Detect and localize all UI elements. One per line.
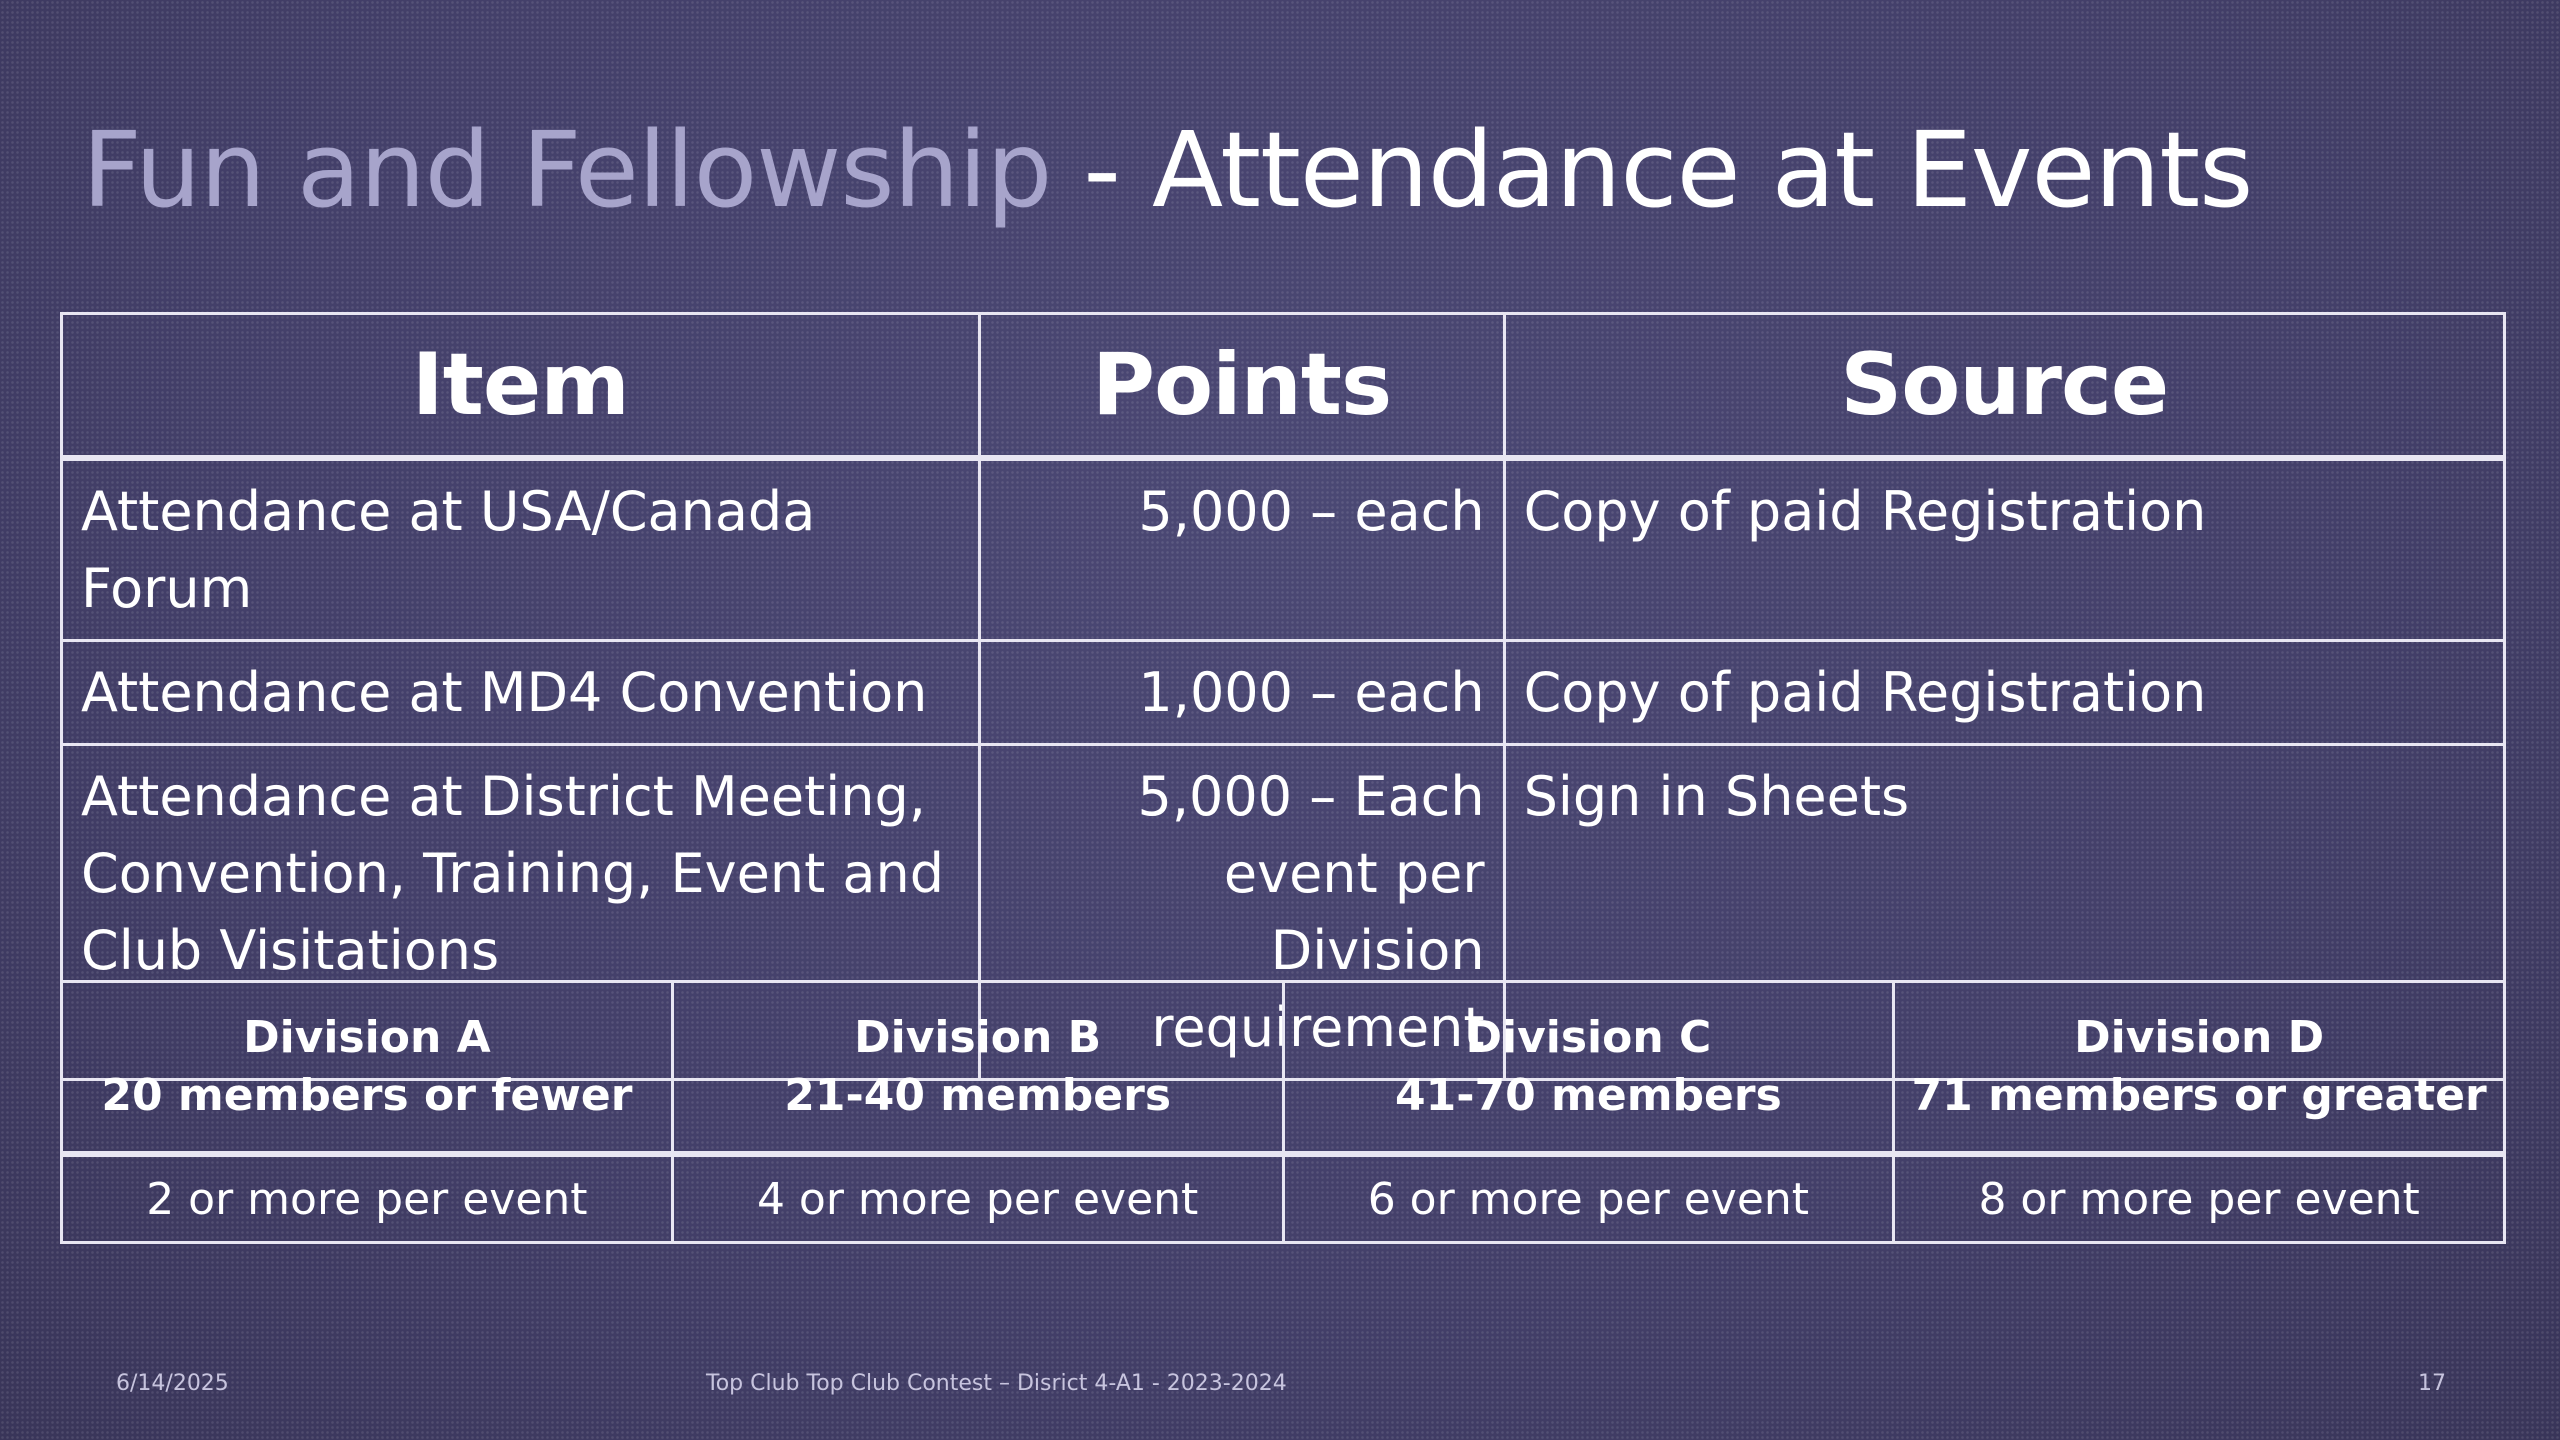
item-line: Convention, Training, Event and [81, 842, 944, 905]
item-line: Attendance at USA/Canada [81, 480, 816, 543]
footer-page-number: 17 [2418, 1371, 2446, 1396]
points-cell [979, 641, 1504, 745]
points-line: 5,000 – Each [1137, 765, 1485, 828]
item-cell [62, 458, 980, 641]
header-points: Points [979, 314, 1504, 459]
footer-text: Top Club Top Club Contest – Disrict 4-A1 - 2023-2024 [706, 1371, 1287, 1396]
header-source: Source [1504, 314, 2504, 459]
division-requirement: 6 or more per event [1283, 1154, 1894, 1243]
source-text: Sign in Sheets [1523, 765, 1910, 828]
division-name: Division C [1465, 1012, 1712, 1063]
points-line: event per Division [1223, 842, 1485, 982]
division-requirement: 2 or more per event [62, 1154, 673, 1243]
item-line: Forum [81, 557, 253, 620]
division-requirement-row [62, 1154, 2505, 1243]
division-size: 71 members or greater [1911, 1070, 2487, 1121]
header-item: Item [62, 314, 980, 459]
slide-title-main: - Attendance at Events [1051, 109, 2253, 231]
item-line: Attendance at District Meeting, [81, 765, 926, 828]
item-cell [62, 641, 980, 745]
division-name: Division A [243, 1012, 491, 1063]
division-header [1894, 982, 2505, 1155]
division-size: 20 members or fewer [101, 1070, 633, 1121]
division-name: Division B [854, 1012, 1102, 1063]
source-cell [1504, 458, 2504, 641]
points-line: 1,000 – each [1138, 661, 1485, 724]
points-table [60, 312, 2506, 1081]
division-requirement: 4 or more per event [672, 1154, 1283, 1243]
points-line: requirement [1151, 996, 1485, 1059]
points-table-header-row [62, 314, 2505, 459]
source-text: Copy of paid Registration [1523, 661, 2207, 724]
division-table [60, 980, 2506, 1244]
division-size: 41-70 members [1394, 1070, 1782, 1121]
division-header [1283, 982, 1894, 1155]
source-text: Copy of paid Registration [1523, 480, 2207, 543]
table-row [62, 458, 2505, 641]
division-header [672, 982, 1283, 1155]
footer-date: 6/14/2025 [116, 1371, 229, 1396]
slide-title-accent: Fun and Fellowship [82, 109, 1052, 231]
item-line: Attendance at MD4 Convention [81, 661, 928, 724]
division-header [62, 982, 673, 1155]
item-line: Club Visitations [81, 919, 500, 982]
source-cell [1504, 641, 2504, 745]
points-cell [979, 458, 1504, 641]
slide-title [82, 109, 2253, 231]
points-line: 5,000 – each [1138, 480, 1485, 543]
division-size: 21-40 members [784, 1070, 1172, 1121]
table-row [62, 641, 2505, 745]
division-name: Division D [2074, 1012, 2325, 1063]
division-header-row [62, 982, 2505, 1155]
division-requirement: 8 or more per event [1894, 1154, 2505, 1243]
